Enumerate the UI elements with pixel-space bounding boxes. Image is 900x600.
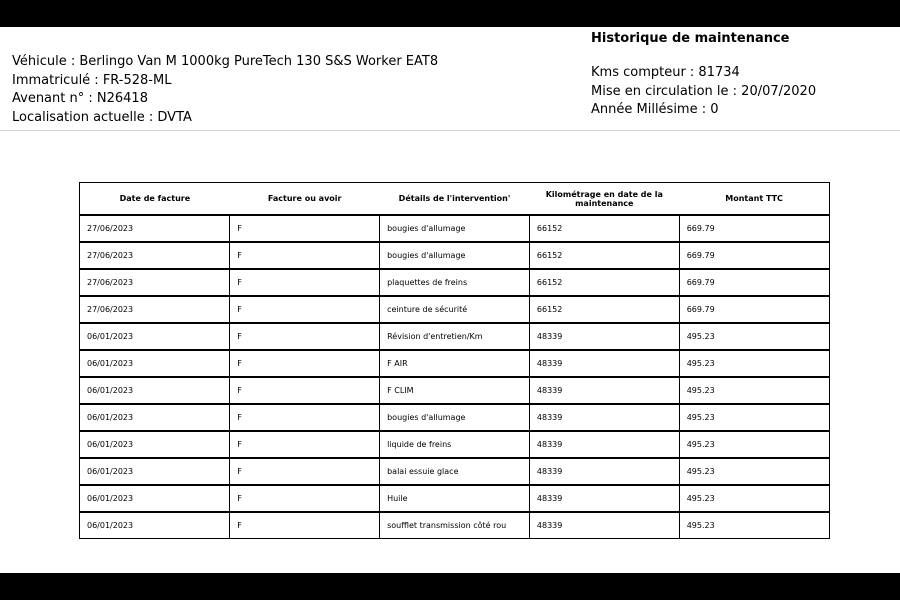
cell-invoice-type: F <box>230 377 380 404</box>
cell-mileage: 48339 <box>529 323 679 350</box>
table-row <box>80 458 829 485</box>
cell-mileage: 48339 <box>529 377 679 404</box>
cell-mileage: 48339 <box>529 404 679 431</box>
cell-details: F AIR <box>380 350 530 377</box>
registration-date: Mise en circulation le : 20/07/2020 <box>591 83 817 99</box>
cell-amount: 495.23 <box>679 323 829 350</box>
cell-details: bougies d'allumage <box>380 404 530 431</box>
amendment-number: Avenant n° : N26418 <box>12 91 148 106</box>
current-location: Localisation actuelle : DVTA <box>12 109 192 125</box>
cell-mileage: 48339 <box>529 485 679 512</box>
cell-invoice-type: F <box>230 215 380 242</box>
odometer: Kms compteur : 81734 <box>591 65 740 80</box>
table-row <box>80 269 829 296</box>
cell-amount: 495.23 <box>679 431 829 458</box>
cell-mileage: 66152 <box>529 296 679 323</box>
table-row <box>80 242 829 269</box>
cell-date: 06/01/2023 <box>80 458 230 485</box>
cell-details: ceinture de sécurité <box>380 296 530 323</box>
cell-invoice-type: F <box>230 242 380 269</box>
cell-amount: 495.23 <box>679 350 829 377</box>
cell-details: balai essuie glace <box>380 458 530 485</box>
cell-details: F CLIM <box>380 377 530 404</box>
registration: Immatriculé : FR-528-ML <box>12 72 172 88</box>
column-header-mileage: Kilométrage en date de la maintenance <box>529 183 679 215</box>
cell-invoice-type: F <box>230 269 380 296</box>
cell-invoice-type: F <box>230 485 380 512</box>
table-body <box>80 215 829 538</box>
table-row <box>80 350 829 377</box>
cell-mileage: 48339 <box>529 350 679 377</box>
table-row <box>80 431 829 458</box>
cell-amount: 495.23 <box>679 485 829 512</box>
column-header-invoice-type: Facture ou avoir <box>230 183 380 215</box>
table-row <box>80 485 829 512</box>
cell-amount: 669.79 <box>679 215 829 242</box>
counter-info <box>591 64 816 120</box>
cell-mileage: 48339 <box>529 512 679 538</box>
table-row <box>80 377 829 404</box>
cell-details: soufflet transmission côté rou <box>380 512 530 538</box>
cell-date: 06/01/2023 <box>80 512 230 538</box>
table-header-row <box>80 183 829 215</box>
model-year: Année Millésime : 0 <box>591 102 719 117</box>
maintenance-table <box>79 182 830 539</box>
cell-details: Huile <box>380 485 530 512</box>
cell-invoice-type: F <box>230 458 380 485</box>
column-header-details: Détails de l'intervention' <box>380 183 530 215</box>
cell-invoice-type: F <box>230 323 380 350</box>
column-header-amount: Montant TTC <box>679 183 829 215</box>
cell-date: 06/01/2023 <box>80 377 230 404</box>
cell-invoice-type: F <box>230 431 380 458</box>
cell-mileage: 66152 <box>529 215 679 242</box>
cell-amount: 495.23 <box>679 377 829 404</box>
cell-date: 27/06/2023 <box>80 242 230 269</box>
document-page <box>0 27 900 573</box>
page-title: Historique de maintenance <box>591 31 790 46</box>
vehicle-info <box>12 53 438 127</box>
cell-date: 06/01/2023 <box>80 404 230 431</box>
cell-amount: 669.79 <box>679 296 829 323</box>
table-row <box>80 323 829 350</box>
cell-amount: 669.79 <box>679 242 829 269</box>
cell-amount: 495.23 <box>679 458 829 485</box>
cell-invoice-type: F <box>230 404 380 431</box>
header-divider <box>0 130 900 131</box>
cell-amount: 495.23 <box>679 404 829 431</box>
cell-date: 06/01/2023 <box>80 350 230 377</box>
cell-details: liquide de freins <box>380 431 530 458</box>
cell-date: 06/01/2023 <box>80 323 230 350</box>
cell-details: plaquettes de freins <box>380 269 530 296</box>
cell-mileage: 66152 <box>529 242 679 269</box>
cell-invoice-type: F <box>230 350 380 377</box>
cell-mileage: 48339 <box>529 431 679 458</box>
cell-date: 27/06/2023 <box>80 269 230 296</box>
cell-invoice-type: F <box>230 296 380 323</box>
cell-mileage: 66152 <box>529 269 679 296</box>
cell-details: bougies d'allumage <box>380 215 530 242</box>
cell-date: 06/01/2023 <box>80 431 230 458</box>
cell-details: Révision d'entretien/Km <box>380 323 530 350</box>
cell-date: 27/06/2023 <box>80 215 230 242</box>
cell-date: 06/01/2023 <box>80 485 230 512</box>
vehicle-model: Véhicule : Berlingo Van M 1000kg PureTech 130 S&S Worker EAT8 <box>12 54 439 69</box>
cell-details: bougies d'allumage <box>380 242 530 269</box>
cell-date: 27/06/2023 <box>80 296 230 323</box>
cell-amount: 669.79 <box>679 269 829 296</box>
table-row <box>80 296 829 323</box>
cell-mileage: 48339 <box>529 458 679 485</box>
table-row <box>80 404 829 431</box>
cell-amount: 495.23 <box>679 512 829 538</box>
table-row <box>80 512 829 538</box>
column-header-date: Date de facture <box>80 183 230 215</box>
table-row <box>80 215 829 242</box>
cell-invoice-type: F <box>230 512 380 538</box>
